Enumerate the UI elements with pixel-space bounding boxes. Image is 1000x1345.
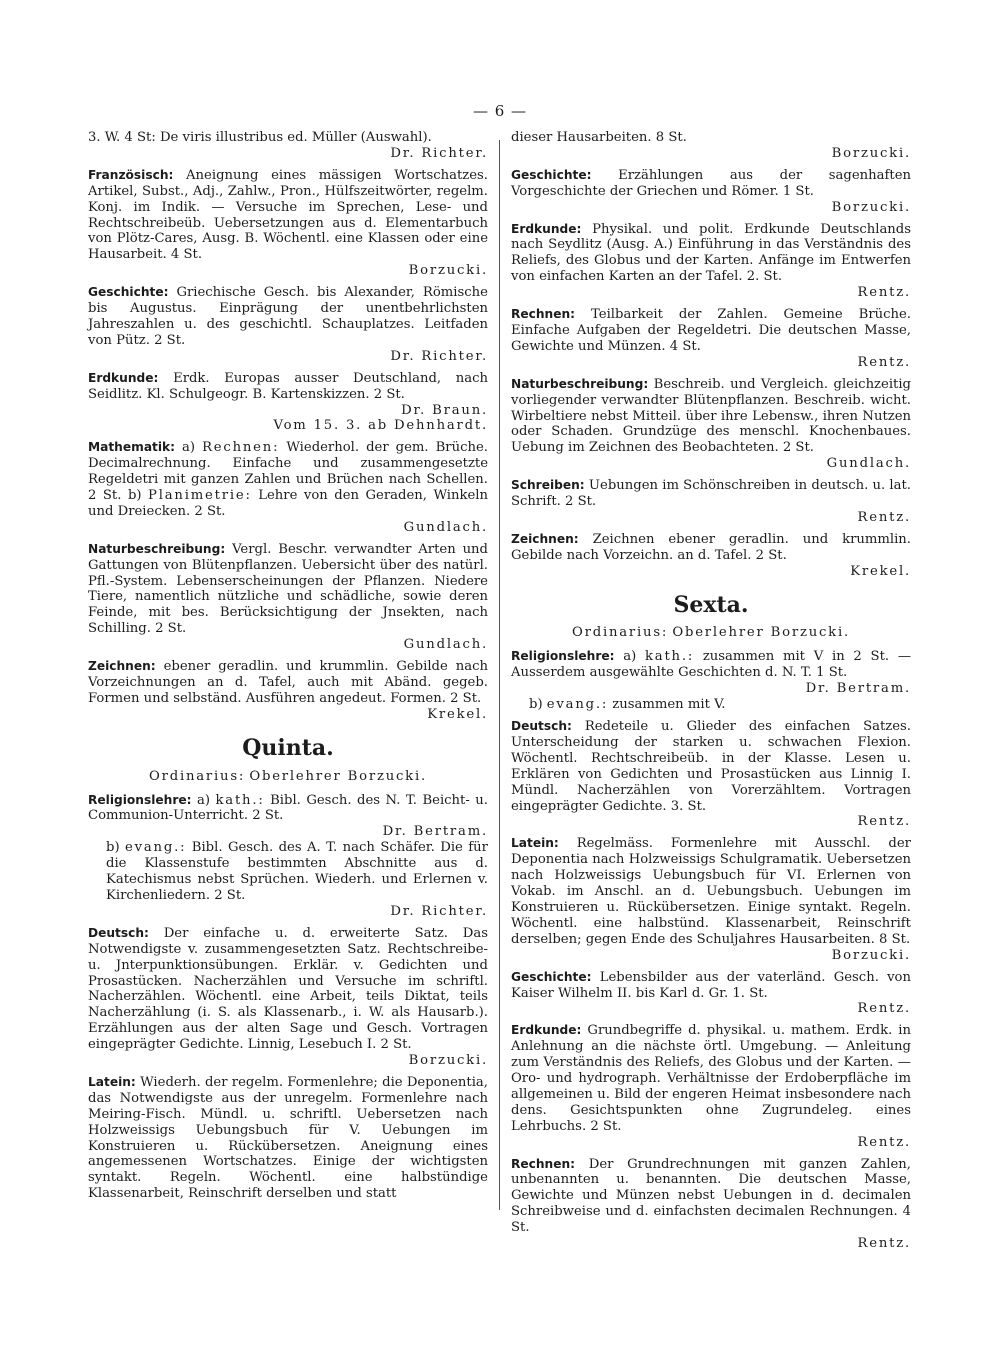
entry-text: dieser Hausarbeiten. 8 St. <box>511 130 687 145</box>
entry-text: Wiederh. der regelm. Formenlehre; die Deponentia, das Notwendigste aus der unregelm. Formenlehre nach Meiring-Fisch. Mündl. u. schriftl. Uebersetzen nach Holzweissigs Uebungsbuch für V. Uebungen im Konstruieren u. Rückübersetzen. Aneignung eines angemessenen Wortschatzes. Einige der wichtigsten syntakt. Regeln. Wöchentl. eine halbstündige Klassenarbeit, Reinschrift derselben und statt <box>88 1074 488 1202</box>
teacher-name: Rentz. <box>857 1001 911 1017</box>
teacher-name: Borzucki. <box>831 199 911 215</box>
entry-text: Bibl. Gesch. des A. T. nach Schäfer. Die für die Klassenstufe bestimmten Abschnitte aus d. Katechismus nebst Sprüchen. Wiederh. und Erlernen v. Kirchenliedern. 2 St. <box>106 840 488 903</box>
entry-text: Wiederhol. der gem. Brüche. Decimalrechnung. Einfache und zusammengesetzte Regeldetri mit ganzen Zahlen und Brüchen nach Schellen. 2 St. <box>88 440 488 504</box>
entry-text: Zeichnen ebener geradlin. und krummlin. Gebilde nach Vorzeichn. an d. Tafel. 2 St. <box>511 531 911 563</box>
entry-deutsch <box>88 926 488 1069</box>
teacher-name: Rentz. <box>857 354 911 370</box>
entry-text: Bibl. Gesch. des N. T. Beicht- u. Communion-Unterricht. 2 St. <box>88 792 488 824</box>
entry-geschichte-sexta <box>511 970 911 1018</box>
entry-geschichte <box>88 285 488 365</box>
subject-label: Naturbeschreibung: <box>511 376 649 391</box>
subject-label: Geschichte: <box>511 167 592 182</box>
subsubject-label: kath.: <box>645 649 695 665</box>
subsubject-label: kath.: <box>215 792 265 808</box>
subsubject-label: evang.: <box>125 840 187 856</box>
sub-entry <box>511 697 911 713</box>
teacher-name: Rentz. <box>857 285 911 301</box>
teacher-name: Gundlach. <box>403 637 488 653</box>
subject-label: Deutsch: <box>88 925 149 940</box>
right-column <box>511 130 911 1258</box>
teacher-name: Gundlach. <box>403 519 488 535</box>
teacher-name: Dr. Richter. <box>390 348 488 364</box>
entry-rechnen-sexta <box>511 1157 911 1252</box>
entry-schreiben <box>511 478 911 526</box>
entry-franzoesisch <box>88 168 488 279</box>
entry-erdkunde-sexta <box>511 1023 911 1150</box>
entry-latein-cont <box>511 130 911 162</box>
teacher-name: Borzucki. <box>831 947 911 963</box>
section-heading-quinta: Quinta. <box>242 734 334 761</box>
page-number: — 6 — <box>472 102 528 120</box>
entry-text: Lehre von den Geraden, Winkeln und Dreiecken. 2 St. <box>88 488 488 519</box>
subject-label: Erdkunde: <box>88 370 159 385</box>
entry-text: Teilbarkeit der Zahlen. Gemeine Brüche. Einfache Aufgaben der Regeldetri. Die deutschen Masse, Gewichte und Münzen. 4 St. <box>511 307 911 354</box>
ordinarius-line <box>511 625 911 641</box>
teacher-name: Rentz. <box>857 814 911 830</box>
entry-text: zusammen mit V in 2 St. — Ausserdem ausgewählte Geschichten d. N. T. 1 St. <box>511 649 912 681</box>
subject-label: Naturbeschreibung: <box>88 541 226 556</box>
ordinarius-label: Ordinarius: <box>148 768 246 784</box>
entry-text: Uebungen im Schönschreiben in deutsch. u. lat. Schrift. 2 St. <box>511 478 911 510</box>
subject-label: Geschichte: <box>88 285 169 300</box>
teacher-name: Borzucki. <box>408 1053 488 1069</box>
entry-text: Griechische Gesch. bis Alexander, Römische bis Augustus. Einprägung der unentbehrlichsten Jahreszahlen u. des geschichtl. Schauplatzes. Leitfaden von Pütz. 2 St. <box>88 285 488 348</box>
enum-a: a) <box>196 792 210 808</box>
subsubject-label: evang.: <box>546 697 609 713</box>
teacher-name: Dr. Richter. <box>390 145 488 161</box>
entry-text: Aneignung eines mässigen Wortschatzes. Artikel, Subst., Adj., Zahlw., Pron., Hülfszeitwörter, regelm. Konj. im Indik. — Versuche im Sprechen, Lese- und Rechtschreibeüb. Uebersetzungen aus d. Elementarbuch von Plötz-Cares, Ausg. B. Wöchentl. eine Klassen oder eine Hausarbeit. 4 St. <box>88 167 488 263</box>
teacher-name: Gundlach. <box>826 456 911 472</box>
teacher-name: Borzucki. <box>831 145 911 161</box>
entry-religionslehre <box>88 793 488 920</box>
subject-label: Religionslehre: <box>511 649 615 664</box>
teacher-name: Rentz. <box>857 1236 911 1252</box>
subsubject-label: Rechnen: <box>202 440 280 456</box>
entry-text: Der einfache u. d. erweiterte Satz. Das Notwendigste v. zusammengesetzten Satz. Rechtschreibe-u. Jnterpunktionsübungen. Erklär. v. Gedichten und Prosastücken. Nacherzählen und Versuche im schriftl. Nacherzählen. Wöchentl. eine Arbeit, teils Diktat, teils Nacherzählung (i. S. als Klassenarb., i. W. als Hausarb.). Erzählungen aus der alten Sage und Gesch. Vortragen eingeprägter Gedichte. Linnig, Lesebuch I. 2 St. <box>88 925 488 1053</box>
entry-left-latin-cont <box>88 130 488 162</box>
entry-naturbeschreibung <box>511 377 911 472</box>
subject-label: Rechnen: <box>511 307 576 322</box>
entry-text: Grundbegriffe d. physikal. u. mathem. Erdk. in Anlehnung an die nächste örtl. Umgebung. — Anleitung zum Verständnis des Reliefs, des Globus und der Karten. — Oro- und hydrograph. Verhältnisse der Erdoberpfläche im allgemeinen u. Bild der engeren Heimat insbesondere nach dens. Gesichtspunkten ohne Zugrundeleg. eines Lehrbuchs. 2 St. <box>511 1023 911 1134</box>
teacher-name: Borzucki. <box>408 263 488 279</box>
enum-b: b) <box>127 488 142 504</box>
enum-b: b) <box>529 697 543 713</box>
teacher-name: Dr. Bertram. <box>382 824 488 840</box>
teacher-name: Dr. Bertram. <box>805 681 911 697</box>
entry-latein <box>88 1075 488 1202</box>
subject-label: Latein: <box>511 836 559 851</box>
entry-naturbeschreibung <box>88 542 488 653</box>
subsubject-label: Planimetrie: <box>148 488 252 504</box>
subject-label: Zeichnen: <box>88 659 156 674</box>
entry-text: Redeteile u. Glieder des einfachen Satzes. Unterscheidung der starken u. schwachen Flexion. Wöchentl. Rechtschreibeüb. in der Klasse. Lesen u. Erklären von Gedichten und Prosastücken aus Linnig I. Mündl. Nacherzählen von Vorerzähltem. Vortragen eingeprägter Gedichte. 3. St. <box>511 719 911 814</box>
entry-zeichnen <box>88 659 488 723</box>
entry-text: Lebensbilder aus der vaterländ. Gesch. von Kaiser Wilhelm II. bis Karl d. Gr. 1. St. <box>511 969 911 1001</box>
entry-text: Der Grundrechnungen mit ganzen Zahlen, unbenannten u. benannten. Die deutschen Masse, Gewichte und Münzen nebst Uebungen in d. decimalen Schreibweise und d. einfachsten decimalen Rechnungen. 4 St. <box>511 1156 911 1236</box>
entry-geschichte <box>511 168 911 216</box>
teacher-name: Dr. Richter. <box>390 903 488 919</box>
subject-label: Deutsch: <box>511 719 572 733</box>
subject-label: Rechnen: <box>511 1156 576 1171</box>
teacher-name: Dr. Braun. <box>401 402 488 418</box>
entry-religionslehre <box>511 649 911 713</box>
entry-text: Beschreib. und Vergleich. gleichzeitig vorliegender verwandter Blütenpflanzen. Beschreib. wicht. Wirbeltiere nebst Mitteil. über ihre Lebensw., ihren Nutzen oder Schaden. Grundzüge des menschl. Knochenbaues. Uebung im Zeichnen des Beobachteten. 2 St. <box>511 376 911 456</box>
entry-mathematik <box>88 440 488 535</box>
ordinarius-label: Ordinarius: <box>571 625 669 641</box>
subject-label: Zeichnen: <box>511 531 579 546</box>
section-heading-sexta: Sexta. <box>673 591 749 618</box>
entry-erdkunde <box>511 222 911 302</box>
subject-label: Schreiben: <box>511 478 585 493</box>
subject-label: Erdkunde: <box>511 221 582 236</box>
teacher-name: Rentz. <box>857 1134 911 1150</box>
entry-latein <box>511 836 911 963</box>
entry-text: Erdk. Europas ausser Deutschland, nach Seidlitz. Kl. Schulgeogr. B. Kartenskizzen. 2 St. <box>88 370 488 402</box>
entry-deutsch <box>511 719 911 830</box>
enum-b: b) <box>106 840 120 856</box>
subject-label: Geschichte: <box>511 969 592 984</box>
subject-label: Französisch: <box>88 167 174 182</box>
subject-label: Erdkunde: <box>511 1023 582 1038</box>
teacher-name: Krekel. <box>427 706 488 722</box>
entry-text: zusammen mit V. <box>612 697 726 713</box>
entry-erdkunde <box>88 371 488 435</box>
ordinarius-name: Oberlehrer Borzucki. <box>249 768 427 784</box>
entry-text: 3. W. 4 St: De viris illustribus ed. Müller (Auswahl). <box>88 130 432 145</box>
ordinarius-name: Oberlehrer Borzucki. <box>672 625 850 641</box>
teacher-name: Rentz. <box>857 509 911 525</box>
entry-rechnen <box>511 307 911 371</box>
entry-text: Erzählungen aus der sagenhaften Vorgeschichte der Griechen und Römer. 1 St. <box>511 167 911 199</box>
left-column <box>88 130 488 1208</box>
sub-entry <box>88 840 488 904</box>
column-divider <box>499 140 500 1210</box>
entry-text: Vergl. Beschr. verwandter Arten und Gattungen von Blütenpflanzen. Uebersicht über des natürl. Pfl.-System. Lebenserscheinungen der Pflanzen. Niedere Tiere, namentlich nützliche und schädliche, sowie deren Feinde, mit bes. Berücksichtigung der Jnsekten, nach Schilling. 2 St. <box>88 541 488 637</box>
teacher-name: Krekel. <box>850 563 911 579</box>
teacher-note: Vom 15. 3. ab Dehnhardt. <box>273 418 488 434</box>
subject-label: Religionslehre: <box>88 792 192 807</box>
enum-a: a) <box>182 440 196 456</box>
entry-text: Regelmäss. Formenlehre mit Ausschl. der Deponentia nach Holzweissigs Schulgramatik. Uebersetzen nach Holzweissigs Uebungsbuch für VI. Erlernen von Vokab. im Anschl. an d. Uebungsbuch. Uebungen im Konstruieren u. Rückübersetzen. Einige syntakt. Regeln. Wöchentl. eine halbstünd. Klassenarbeit, Reinschrift derselben; gegen Ende des Schuljahres Hausarbeiten. 8 St. <box>511 836 911 947</box>
subject-label: Latein: <box>88 1074 136 1089</box>
entry-zeichnen <box>511 532 911 580</box>
ordinarius-line <box>88 769 488 785</box>
subject-label: Mathematik: <box>88 440 176 455</box>
entry-text: Physikal. und polit. Erdkunde Deutschlands nach Seydlitz (Ausg. A.) Einführung in das Verständnis des Reliefs, des Globus und der Karten. Anfänge im Entwerfen von einfachen Karten an der Tafel. 2. St. <box>511 221 912 285</box>
entry-text: ebener geradlin. und krummlin. Gebilde nach Vorzeichnungen an d. Tafel, auch mit Abänd. gegeb. Formen und selbständ. Ausführen angedeut. Formen. 2 St. <box>88 659 488 706</box>
enum-a: a) <box>623 649 637 665</box>
